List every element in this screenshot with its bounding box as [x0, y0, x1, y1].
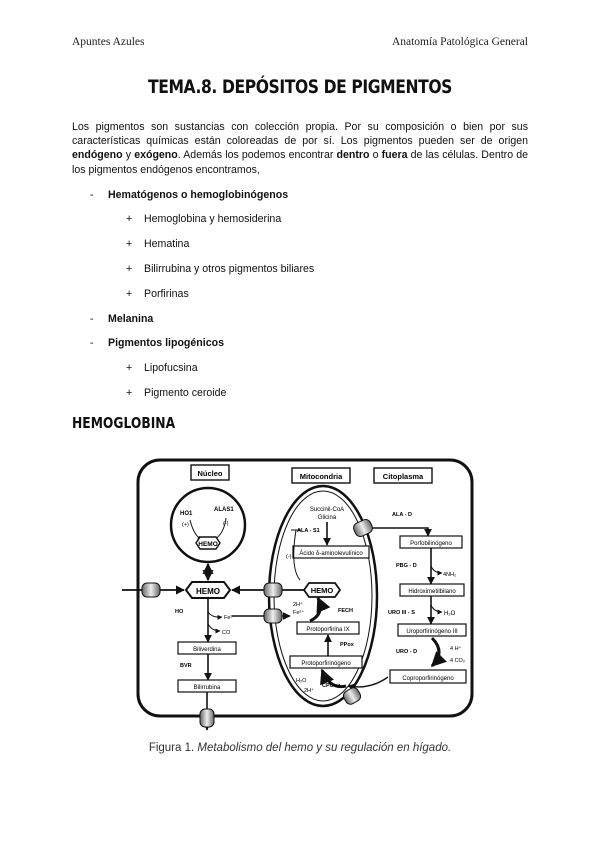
- sub-list-item: [126, 362, 198, 374]
- hemo-mito-label: HEMO: [310, 586, 334, 595]
- fech-label: FECH: [338, 608, 353, 614]
- alas1-label: ALAS1: [214, 507, 234, 513]
- ala-d-label: ALA - D: [392, 512, 412, 518]
- hydroxymethylbilane-label: Hidroximetilbilano: [408, 589, 456, 595]
- list-item-label: Hematógenos o hemoglobinógenos: [108, 189, 289, 201]
- membrane-transporter: [342, 686, 363, 706]
- pathway-arrow: [431, 566, 442, 573]
- plus-bullet: +: [126, 238, 133, 250]
- pathway-arrow: [208, 612, 222, 617]
- membrane-transporter: [200, 709, 214, 727]
- plus-bullet: +: [126, 288, 133, 300]
- figure-caption: [0, 742, 600, 754]
- sub-list-item: [126, 238, 189, 250]
- pathway-arrow: [208, 624, 220, 631]
- bilirubin-label: Bilirrubina: [193, 685, 221, 691]
- sub-list-item: [126, 263, 314, 275]
- protoporphyrinogen-label: Protoporfirinógeno: [301, 661, 351, 667]
- intro-text: de las células. Dentro de los pigmentos endógenos encontramos,: [72, 149, 528, 176]
- nh2-label: 4NH₂: [443, 572, 457, 578]
- sub-list-item-label: Pigmento ceroide: [144, 387, 227, 399]
- minus-sign: (-): [286, 554, 292, 560]
- header-right: Anatomía Patológica General: [391, 36, 528, 48]
- uro-s-label: URO III - S: [388, 610, 415, 616]
- co-label: CO: [222, 630, 231, 636]
- co2-4-label: 4 CO₂: [450, 658, 465, 664]
- biliverdin-label: Biliverdina: [193, 647, 221, 653]
- minus-sign: (-): [223, 521, 229, 527]
- mitochondria-label: Mitocondria: [299, 472, 343, 481]
- uroporphyrinogen-label: Uroporfirinógeno III: [406, 629, 458, 635]
- coproporphyrinogen-label: Coproporfirinógeno: [402, 676, 454, 682]
- h-plus-4-label: 4 H⁺: [450, 646, 462, 652]
- caption-text: Metabolismo del hemo y su regulación en hígado.: [197, 742, 452, 754]
- plus-sign: (+): [182, 522, 189, 528]
- intro-bold-dentro: dentro: [336, 149, 370, 162]
- plus-bullet: +: [126, 362, 133, 374]
- sub-list-item-label: Hematina: [144, 238, 190, 250]
- membrane-transporter: [352, 518, 374, 538]
- ppox-label: PPox: [340, 642, 354, 648]
- ho1-label: HO1: [180, 511, 193, 517]
- sub-list-item: [126, 288, 189, 300]
- dash-bullet: -: [90, 189, 94, 201]
- protoporphyrin-label: Protoporfirina IX: [306, 627, 350, 633]
- hemo-nucleus-label: HEMO: [198, 541, 218, 548]
- list-item: [90, 313, 153, 325]
- membrane-transporter: [264, 583, 282, 597]
- plus-bullet: +: [126, 387, 133, 399]
- intro-bold-fuera: fuera: [381, 149, 408, 162]
- list-item: [90, 189, 288, 201]
- h2o-left-label: H₂O: [296, 678, 307, 684]
- heme-metabolism-figure: [118, 456, 482, 734]
- membrane-transporter: [142, 583, 160, 597]
- ho-label: HO: [175, 609, 184, 615]
- pbg-d-label: PBG - D: [396, 563, 417, 569]
- plus-bullet: +: [126, 213, 133, 225]
- cpgox-label: CPGox: [322, 683, 341, 689]
- plus-bullet: +: [126, 263, 133, 275]
- fech-curved-arrow: [310, 598, 320, 621]
- cytoplasm-label: Citoplasma: [382, 472, 424, 481]
- sub-list-item: [126, 387, 226, 399]
- intro-bold-endogeno: endógeno: [72, 149, 123, 162]
- pathway-arrow: [431, 605, 442, 612]
- bvr-label: BVR: [180, 663, 192, 669]
- sub-list-item-label: Lipofucsina: [144, 362, 198, 374]
- membrane-transporter: [264, 609, 282, 623]
- intro-text: . Además los podemos encontrar: [177, 149, 337, 162]
- dash-bullet: -: [90, 313, 94, 325]
- intro-paragraph: [72, 120, 528, 177]
- glycine-label: Glicina: [317, 515, 337, 521]
- h-plus-2-label: 2H⁺: [304, 688, 314, 694]
- list-item: [90, 337, 224, 349]
- porphobilinogen-label: Porfobilinógeno: [410, 541, 452, 547]
- intro-text: y: [122, 149, 135, 162]
- list-item-label: Melanina: [108, 313, 154, 325]
- section-title: HEMOGLOBINA: [72, 414, 176, 432]
- hemo-central-label: HEMO: [196, 587, 220, 596]
- ala-s1-label: ALA - S1: [297, 528, 320, 534]
- intro-bold-exogeno: exógeno: [134, 149, 178, 162]
- sub-list-item-label: Porfirinas: [144, 288, 189, 300]
- caption-prefix: Figura 1.: [148, 742, 198, 754]
- fe-in-label: Fe²⁺: [293, 610, 305, 616]
- header-left: Apuntes Azules: [72, 36, 145, 48]
- fe-out-label: Fe²⁺: [224, 615, 236, 621]
- list-item-label: Pigmentos lipogénicos: [108, 337, 224, 349]
- sub-list-item-label: Bilirrubina y otros pigmentos biliares: [144, 263, 315, 275]
- aminolevulinic-label: Ácido δ-aminolevulínico: [299, 551, 363, 557]
- intro-text: o: [369, 149, 382, 162]
- dash-bullet: -: [90, 337, 94, 349]
- intro-text: Los pigmentos son sustancias con colección propia. Por su composición o bien por sus características químicas están coloreadas de por sí. Los pigmentos pueden ser de origen: [72, 121, 528, 148]
- h2o-label: H₂O: [444, 611, 456, 617]
- sub-list-item: [126, 213, 281, 225]
- uro-d-curved-arrow: [432, 638, 439, 666]
- succinyl-coa-label: Succinil-CoA: [309, 507, 345, 513]
- uro-d-label: URO - D: [396, 649, 418, 655]
- page-title: TEMA.8. DEPÓSITOS DE PIGMENTOS: [148, 76, 452, 98]
- sub-list-item-label: Hemoglobina y hemosiderina: [144, 213, 282, 225]
- h-plus-label: 2H⁺: [293, 602, 303, 608]
- nucleus-label: Núcleo: [197, 469, 223, 478]
